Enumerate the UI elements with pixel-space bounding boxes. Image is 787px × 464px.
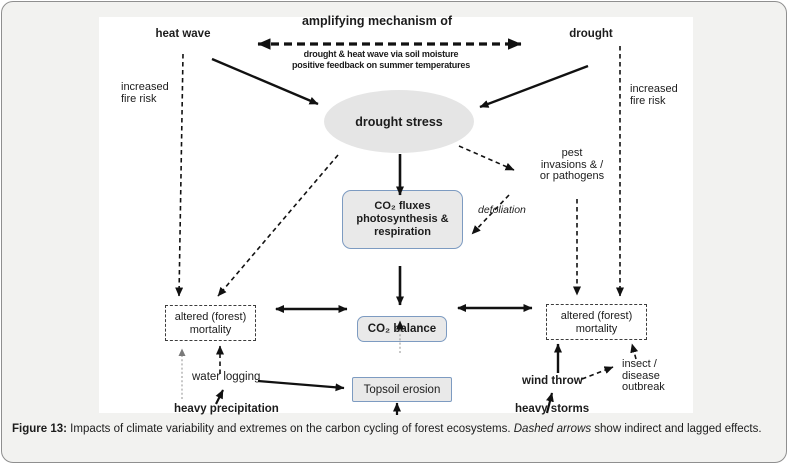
label-water-logging: water logging xyxy=(192,371,261,383)
label-pest-invasions xyxy=(534,148,610,183)
fire-risk-right-line2: fire risk xyxy=(630,94,666,107)
mortality-left-line1: altered (forest) xyxy=(174,311,247,323)
insect-line2: disease xyxy=(622,369,660,382)
pest-line2: invasions & / xyxy=(540,158,604,171)
label-increased-fire-risk-right xyxy=(630,84,700,107)
fire-risk-left-line2: fire risk xyxy=(121,92,157,105)
insect-line1: insect / xyxy=(622,358,657,370)
pest-line3: or pathogens xyxy=(539,170,605,182)
label-soil-moisture-feedback-line1: drought & heat wave via soil moisture xyxy=(303,49,459,59)
figure-caption xyxy=(12,422,778,437)
caption-italic-text: Dashed arrows xyxy=(513,423,592,435)
node-mortality-left xyxy=(165,305,256,341)
label-soil-moisture-feedback xyxy=(261,49,501,71)
caption-suffix-text: show indirect and lagged effects. xyxy=(591,423,762,435)
node-co2-balance: CO₂ balance xyxy=(357,316,447,342)
label-soil-moisture-feedback-line2: positive feedback on summer temperatures xyxy=(291,60,471,70)
node-co2-fluxes xyxy=(342,190,463,249)
co2-fluxes-line3: respiration xyxy=(374,226,431,238)
label-amplifying-mechanism: amplifying mechanism of xyxy=(301,14,453,28)
mortality-left-line2: mortality xyxy=(189,323,232,336)
caption-figure-number: Figure 13: xyxy=(12,423,67,435)
co2-fluxes-line2: photosynthesis & xyxy=(356,213,449,225)
label-wind-throw: wind throw xyxy=(522,375,583,387)
node-topsoil-erosion: Topsoil erosion xyxy=(352,377,452,402)
node-drought-stress: drought stress xyxy=(324,90,474,153)
fire-risk-right-line1: increased xyxy=(630,83,678,95)
co2-fluxes-line1: CO₂ fluxes xyxy=(374,200,431,212)
label-heavy-storms: heavy storms xyxy=(515,403,590,415)
insect-line3: outbreak xyxy=(622,381,665,393)
label-heat-wave: heat wave xyxy=(155,28,211,40)
mortality-right-line1: altered (forest) xyxy=(560,310,633,322)
label-increased-fire-risk-left xyxy=(121,82,191,105)
node-mortality-right xyxy=(546,304,647,340)
caption-main-text: Impacts of climate variability and extremes on the carbon cycling of forest ecosystems. xyxy=(66,423,514,435)
figure-frame xyxy=(1,1,787,463)
mortality-right-line2: mortality xyxy=(575,322,618,335)
label-insect-disease-outbreak xyxy=(622,359,684,394)
label-defoliation: defoliation xyxy=(478,204,526,216)
label-heavy-precipitation: heavy precipitation xyxy=(174,403,279,415)
label-drought: drought xyxy=(569,28,613,40)
fire-risk-left-line1: increased xyxy=(121,81,169,93)
pest-line1: pest xyxy=(561,147,583,159)
